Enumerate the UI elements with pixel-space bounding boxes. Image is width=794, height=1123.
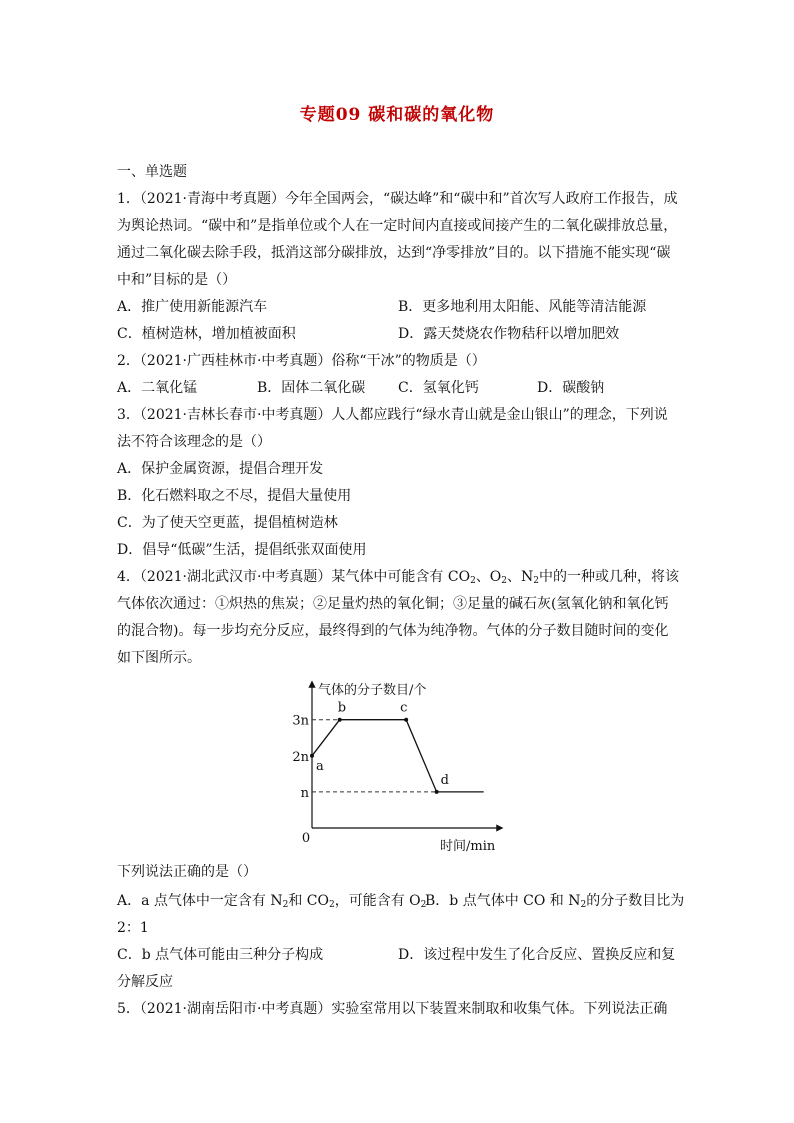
q1-line-3: 通过二氧化碳去除手段，抵消这部分碳排放，达到“净零排放”目的。以下措施不能实现“碳 <box>117 245 671 261</box>
q4-line-1-part-a: 4．（2021·湖北武汉市·中考真题）某气体中可能含有 CO <box>117 569 471 585</box>
point-label-c: c <box>400 700 408 716</box>
subscript-2: 2 <box>282 900 289 910</box>
x-axis-label: 时间/min <box>440 839 496 854</box>
q4-line-1-part-b: 、O <box>475 569 502 585</box>
q4-option-b-part-2: 的分子数目比为 <box>586 893 685 909</box>
y-tick-label: 2n <box>292 749 309 765</box>
point-label-a: a <box>316 758 324 774</box>
q4-option-d: D．该过程中发生了化合反应、置换反应和复 <box>398 947 676 963</box>
series-line <box>312 720 484 792</box>
q3-option-b: B．化石燃料取之不尽，提倡大量使用 <box>117 488 352 504</box>
q5-stem: 5．（2021·湖南岳阳市·中考真题）实验室常用以下装置来制取和收集气体。下列说法正确 <box>117 1001 668 1017</box>
q4-option-b <box>425 892 684 910</box>
y-tick-label: 3n <box>292 713 309 729</box>
q4-option-a-part-3: ，可能含有 O <box>334 893 421 909</box>
point-label-d: d <box>440 772 449 788</box>
q1-option-d: D．露天焚烧农作物秸秆以增加肥效 <box>398 326 620 342</box>
point-label-b: b <box>337 700 347 716</box>
subscript-2: 2 <box>533 576 540 586</box>
q1-line-1: 1．（2021·青海中考真题）今年全国两会，“碳达峰”和“碳中和”首次写人政府工作报告，成 <box>117 191 678 207</box>
q2-option-c: C．氢氧化钙 <box>398 380 479 396</box>
q1-option-b: B．更多地利用太阳能、风能等清洁能源 <box>398 299 647 315</box>
q4-option-a-part-1: A．a 点气体中一定含有 N <box>117 893 283 909</box>
q1-line-2: 为舆论热词。“碳中和”是指单位或个人在一定时间内直接或间接产生的二氧化碳排放总量， <box>117 218 678 234</box>
subscript-2: 2 <box>470 576 476 586</box>
q3-option-d: D．倡导“低碳”生活，提倡纸张双面使用 <box>117 542 367 558</box>
q4-line-1 <box>117 568 682 586</box>
subscript-2: 2 <box>501 576 508 586</box>
q3-line-2: 法不符合该理念的是（） <box>117 434 271 450</box>
q4-question: 下列说法正确的是（） <box>117 864 257 880</box>
q4-option-a-part-2: 和 CO <box>288 893 329 909</box>
data-point-a <box>310 754 314 758</box>
data-point-d <box>435 790 439 794</box>
q2-option-d: D．碳酸钠 <box>537 380 605 396</box>
q4-option-b-part-1: B．b 点气体中 CO 和 N <box>425 893 581 909</box>
q4-option-a <box>117 892 426 910</box>
q4-option-c: C．b 点气体可能由三种分子构成 <box>117 947 324 963</box>
subscript-2: 2 <box>580 900 587 910</box>
q1-line-4: 中和”目标的是（） <box>117 272 237 288</box>
q4-option-d-continued: 分解反应 <box>117 974 173 990</box>
q1-option-a: A．推广使用新能源汽车 <box>117 299 268 315</box>
data-point-b <box>338 718 342 722</box>
q3-line-1: 3．（2021·吉林长春市·中考真题）人人都应践行“绿水青山就是金山银山”的理念，下列说 <box>117 407 668 423</box>
q2-option-b: B．固体二氧化碳 <box>257 380 366 396</box>
q4-line-1-part-d: 中的一种或几种，将该 <box>539 569 680 585</box>
origin-label: 0 <box>301 831 311 846</box>
y-axis-label: 气体的分子数目/个 <box>318 683 427 698</box>
molecule-count-chart <box>280 676 510 856</box>
q4-line-1-part-c: 、N <box>507 569 534 585</box>
q2-option-a: A．二氧化锰 <box>117 380 198 396</box>
section-heading: 一、单选题 <box>117 164 187 180</box>
q3-option-c: C．为了使天空更蓝，提倡植树造林 <box>117 515 338 531</box>
y-tick-label: n <box>300 785 309 801</box>
subscript-2: 2 <box>420 900 427 910</box>
data-point-c <box>404 718 408 722</box>
q3-option-a: A．保护金属资源，提倡合理开发 <box>117 461 324 477</box>
subscript-2: 2 <box>328 900 335 910</box>
q4-line-4: 如下图所示。 <box>117 650 201 666</box>
q4-line-2: 气体依次通过：①炽热的焦炭；②足量灼热的氧化铜；③足量的碱石灰(氢氧化钠和氧化钙 <box>117 596 669 612</box>
q2-stem: 2．（2021·广西桂林市·中考真题）俗称“干冰”的物质是（） <box>117 353 486 369</box>
page-title: 专题09 碳和碳的氧化物 <box>299 105 495 125</box>
q1-option-c: C．植树造林，增加植被面积 <box>117 326 296 342</box>
q4-option-b-continued: 2：1 <box>117 920 149 936</box>
q4-line-3: 的混合物)。每一步均充分反应，最终得到的气体为纯净物。气体的分子数目随时间的变化 <box>117 623 669 639</box>
